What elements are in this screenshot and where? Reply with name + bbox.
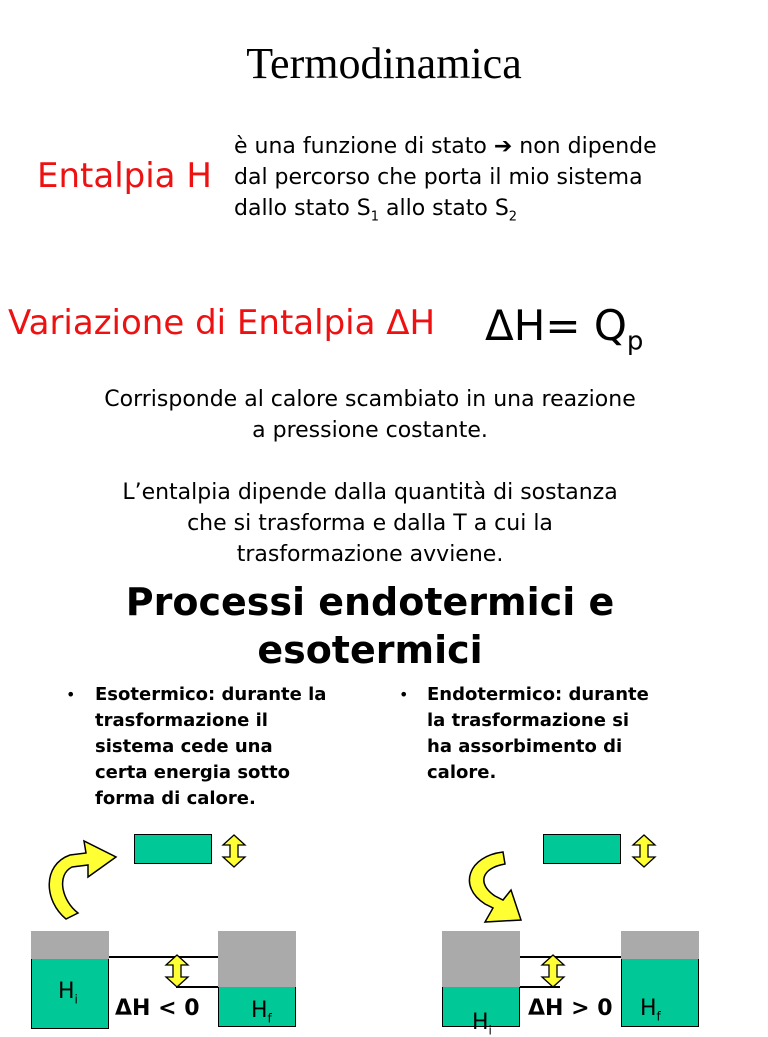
hf-label: $H_f$ [640, 996, 661, 1024]
slide-title: Termodinamica [246, 39, 522, 88]
entalpia-line-3: dallo stato $S_1$ allo stato $S_2$ [234, 196, 518, 225]
hf-top-gray [621, 931, 699, 959]
hf-label: $H_f$ [251, 998, 272, 1026]
double-arrow-icon [221, 834, 247, 868]
paragraph-dipendenza: L’entalpia dipende dalla quantità di sostanza che si trasforma e dalla T a cui la trasformazione avviene. [122, 480, 618, 567]
double-arrow-icon [540, 954, 566, 988]
bullet-dot: • [399, 685, 409, 704]
arrow-right-icon: ➔ [493, 134, 513, 159]
hf-top-gray [218, 931, 296, 987]
delta-h-negative: ΔH < 0 [115, 996, 200, 1021]
enthalpy-formula: $\Delta H= Q_p$ [485, 301, 644, 357]
curved-arrow-icon [455, 850, 535, 930]
double-arrow-icon [164, 954, 190, 988]
double-arrow-icon [631, 834, 657, 868]
entalpia-heading: Entalpia H [37, 156, 212, 196]
hi-top-gray [442, 931, 520, 987]
bullet-esotermico: Esotermico: durante la trasformazione il sistema cede una certa energia sotto forma di calore. [95, 684, 327, 809]
level-line [520, 956, 621, 958]
processi-heading: Processi endotermici e esotermici [125, 580, 615, 672]
paragraph-calore: Corrisponde al calore scambiato in una reazione a pressione costante. [104, 387, 636, 443]
bullet-endotermico: Endotermico: durante la trasformazione si ha assorbimento di calore. [427, 684, 649, 783]
hi-label: $H_i$ [472, 1010, 492, 1037]
hi-top-gray [31, 931, 109, 959]
entalpia-line-2: dal percorso che porta il mio sistema [234, 165, 643, 190]
bullet-dot: • [66, 685, 76, 704]
energy-block [543, 834, 621, 864]
entalpia-description [234, 131, 657, 224]
delta-h-positive: ΔH > 0 [528, 996, 613, 1021]
variazione-heading: Variazione di Entalpia ΔH [8, 303, 436, 343]
energy-block [134, 834, 212, 864]
entalpia-line-1: è una funzione di stato ➔ non dipende [234, 134, 657, 159]
curved-arrow-icon [40, 835, 120, 925]
hi-label: $H_i$ [58, 979, 78, 1007]
